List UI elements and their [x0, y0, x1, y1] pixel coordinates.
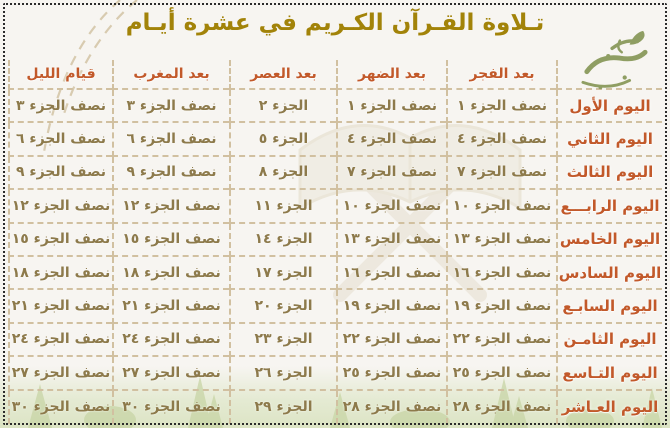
- cell-asr: الجزء ٢٣: [229, 324, 336, 357]
- cell-fajr: نصف الجزء ٧: [446, 157, 556, 190]
- cell-maghrib: نصف الجزء ٣: [112, 90, 229, 123]
- cell-asr: الجزء ١١: [229, 190, 336, 223]
- cell-maghrib: نصف الجزء ٢٤: [112, 324, 229, 357]
- cell-fajr: نصف الجزء ١: [446, 90, 556, 123]
- cell-dhuhr: نصف الجزء ٢٨: [336, 391, 446, 424]
- row-label: اليوم السادس: [556, 257, 662, 290]
- col-header-fajr: بعد الفجر: [446, 60, 556, 90]
- schedule-table: [8, 60, 662, 424]
- cell-fajr: نصف الجزء ١٣: [446, 224, 556, 257]
- cell-dhuhr: نصف الجزء ١٩: [336, 290, 446, 323]
- cell-maghrib: نصف الجزء ٩: [112, 157, 229, 190]
- cell-qiyam: نصف الجزء ١٥: [8, 224, 112, 257]
- cell-asr: الجزء ١٧: [229, 257, 336, 290]
- row-label: اليوم الثامـن: [556, 324, 662, 357]
- row-label: اليوم الأول: [556, 90, 662, 123]
- cell-asr: الجزء ٥: [229, 123, 336, 156]
- cell-asr: الجزء ٨: [229, 157, 336, 190]
- cell-qiyam: نصف الجزء ٢٧: [8, 357, 112, 390]
- row-label: اليوم الثالث: [556, 157, 662, 190]
- col-header-qiyam: قيام الليل: [8, 60, 112, 90]
- cell-fajr: نصف الجزء ٤: [446, 123, 556, 156]
- cell-dhuhr: نصف الجزء ١٣: [336, 224, 446, 257]
- cell-asr: الجزء ٢٠: [229, 290, 336, 323]
- cell-fajr: نصف الجزء ١٩: [446, 290, 556, 323]
- cell-dhuhr: نصف الجزء ١٠: [336, 190, 446, 223]
- row-label: اليوم التـاسع: [556, 357, 662, 390]
- cell-asr: الجزء ٢٩: [229, 391, 336, 424]
- row-label: اليوم الخامس: [556, 224, 662, 257]
- cell-maghrib: نصف الجزء ١٨: [112, 257, 229, 290]
- cell-dhuhr: نصف الجزء ١: [336, 90, 446, 123]
- cell-qiyam: نصف الجزء ١٨: [8, 257, 112, 290]
- cell-fajr: نصف الجزء ٢٥: [446, 357, 556, 390]
- row-label: اليوم الرابـــع: [556, 190, 662, 223]
- cell-maghrib: نصف الجزء ٦: [112, 123, 229, 156]
- cell-dhuhr: نصف الجزء ٢٢: [336, 324, 446, 357]
- cell-dhuhr: نصف الجزء ١٦: [336, 257, 446, 290]
- cell-qiyam: نصف الجزء ٣٠: [8, 391, 112, 424]
- cell-qiyam: نصف الجزء ٢١: [8, 290, 112, 323]
- signature-logo-icon: [570, 27, 660, 95]
- cell-dhuhr: نصف الجزء ٤: [336, 123, 446, 156]
- cell-qiyam: نصف الجزء ١٢: [8, 190, 112, 223]
- col-header-maghrib: بعد المغرب: [112, 60, 229, 90]
- col-header-dhuhr: بعد الضهر: [336, 60, 446, 90]
- col-header-asr: بعد العصر: [229, 60, 336, 90]
- page-title: تـلاوة القـرآن الكـريم في عشرة أيـام: [125, 10, 545, 36]
- cell-asr: الجزء ٢: [229, 90, 336, 123]
- cell-dhuhr: نصف الجزء ٢٥: [336, 357, 446, 390]
- cell-qiyam: نصف الجزء ٦: [8, 123, 112, 156]
- cell-maghrib: نصف الجزء ٢٧: [112, 357, 229, 390]
- cell-asr: الجزء ٢٦: [229, 357, 336, 390]
- cell-maghrib: نصف الجزء ٢١: [112, 290, 229, 323]
- cell-fajr: نصف الجزء ٢٨: [446, 391, 556, 424]
- cell-asr: الجزء ١٤: [229, 224, 336, 257]
- cell-fajr: نصف الجزء ١٠: [446, 190, 556, 223]
- cell-maghrib: نصف الجزء ١٢: [112, 190, 229, 223]
- cell-fajr: نصف الجزء ٢٢: [446, 324, 556, 357]
- cell-fajr: نصف الجزء ١٦: [446, 257, 556, 290]
- row-label: اليوم الثاني: [556, 123, 662, 156]
- row-label: اليوم السابـع: [556, 290, 662, 323]
- cell-maghrib: نصف الجزء ١٥: [112, 224, 229, 257]
- cell-qiyam: نصف الجزء ٩: [8, 157, 112, 190]
- cell-dhuhr: نصف الجزء ٧: [336, 157, 446, 190]
- cell-qiyam: نصف الجزء ٢٤: [8, 324, 112, 357]
- row-label: اليوم العـاشر: [556, 391, 662, 424]
- cell-maghrib: نصف الجزء ٣٠: [112, 391, 229, 424]
- cell-qiyam: نصف الجزء ٣: [8, 90, 112, 123]
